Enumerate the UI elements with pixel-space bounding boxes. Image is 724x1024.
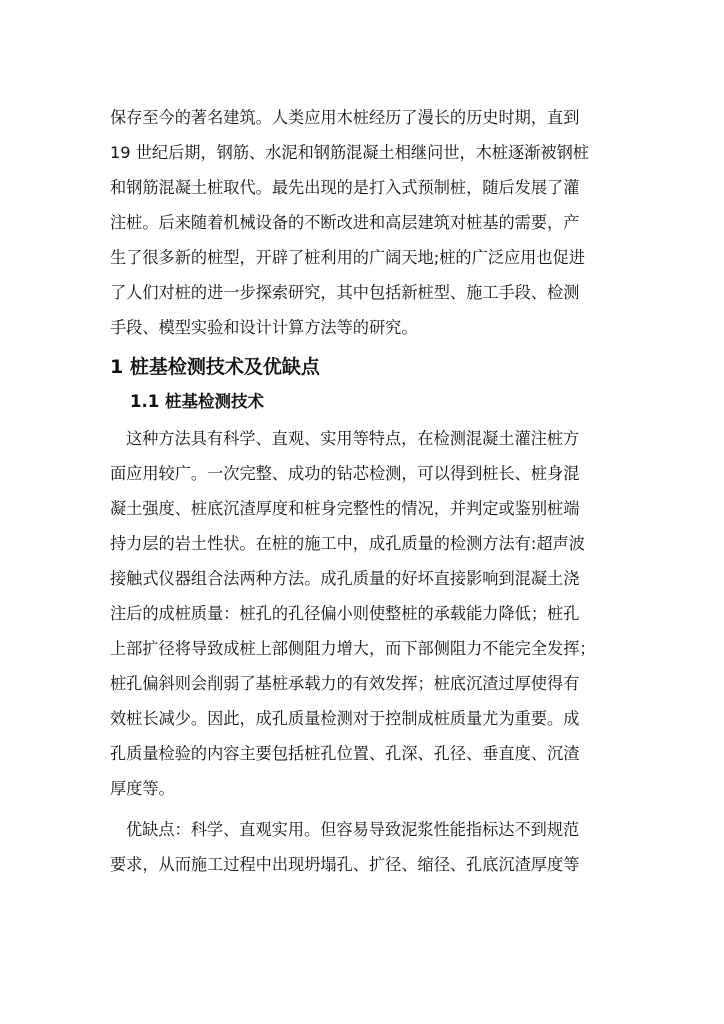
paragraph-line: 孔质量检验的内容主要包括桩孔位置、孔深、孔径、垂直度、沉渣 [110,744,580,763]
paragraph-line: 桩孔偏斜则会削弱了基桩承载力的有效发挥；桩底沉渣过厚使得有 [110,674,580,693]
paragraph-line: 凝土强度、桩底沉渣厚度和桩身完整性的情况，并判定或鉴别桩端 [110,499,580,518]
paragraph-line: 了人们对桩的进一步探索研究，其中包括新桩型、施工手段、检测 [110,283,580,302]
paragraph-line: 优缺点：科学、直观实用。但容易导致泥浆性能指标达不到规范 [126,820,580,839]
paragraph-line: 厚度等。 [110,779,175,798]
subsection-heading: 1.1 桩基检测技术 [130,392,264,411]
paragraph-line: 接触式仪器组合法两种方法。成孔质量的好坏直接影响到混凝土浇 [110,569,580,588]
paragraph-line: 注后的成桩质量：桩孔的孔径偏小则使整桩的承载能力降低；桩孔 [110,604,580,623]
paragraph-line: 这种方法具有科学、直观、实用等特点，在检测混凝土灌注桩方 [126,429,580,448]
document-body [110,104,614,886]
paragraph-line: 上部扩径将导致成桩上部侧阻力增大，而下部侧阻力不能完全发挥； [110,639,596,658]
paragraph-line: 生了很多新的桩型，开辟了桩利用的广阔天地;桩的广泛应用也促进 [110,248,585,267]
paragraph-line: 19 世纪后期，钢筋、水泥和钢筋混凝土相继问世，木桩逐渐被钢桩 [110,143,589,162]
paragraph-line: 保存至今的著名建筑。人类应用木桩经历了漫长的历史时期，直到 [110,108,580,127]
section-heading: 1 桩基检测技术及优缺点 [110,356,320,378]
paragraph-line: 和钢筋混凝土桩取代。最先出现的是打入式预制桩，随后发展了灌 [110,178,580,197]
paragraph-line: 持力层的岩土性状。在桩的施工中，成孔质量的检测方法有:超声波 [110,534,585,553]
paragraph-line: 面应用较广。一次完整、成功的钻芯检测，可以得到桩长、桩身混 [110,464,580,483]
paragraph-line: 注桩。后来随着机械设备的不断改进和高层建筑对桩基的需要，产 [110,213,580,232]
paragraph-line: 要求，从而施工过程中出现坍塌孔、扩径、缩径、孔底沉渣厚度等 [110,855,580,874]
paragraph-line: 手段、模型实验和设计计算方法等的研究。 [110,318,418,337]
paragraph-line: 效桩长减少。因此，成孔质量检测对于控制成桩质量尤为重要。成 [110,709,580,728]
